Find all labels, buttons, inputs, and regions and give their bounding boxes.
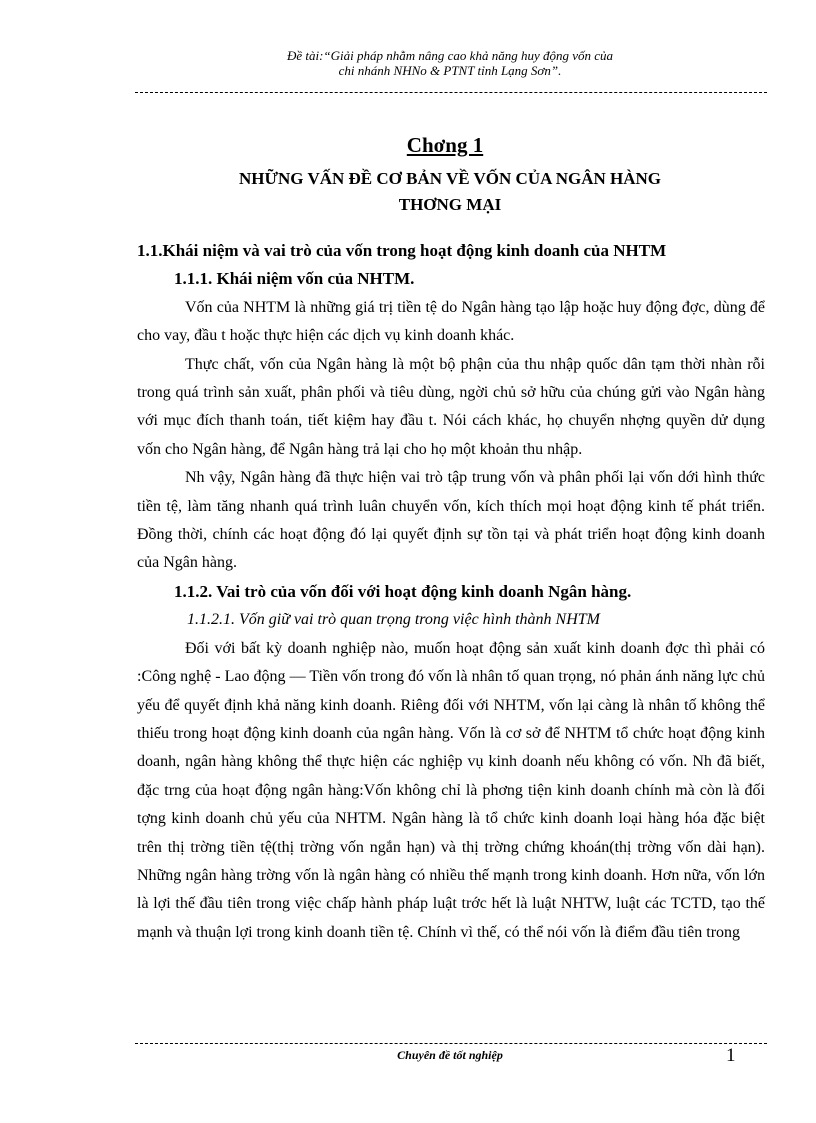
paragraph: Đối với bất kỳ doanh nghiệp nào, muốn hoạt động sản xuất kinh doanh đợc thì phải có :Công nghệ - Lao động — Tiền vốn trong đó vốn là nhân tố quan trọng, nó phản ánh năng lực chủ yếu để quyết định khả năng kinh doanh. Riêng đối với NHTM, vốn lại càng là nhân tố không thể thiếu trong hoạt động kinh doanh của ngân hàng. Vốn là cơ sở để NHTM tổ chức hoạt động kinh doanh, ngân hàng không thể thực hiện các nghiệp vụ kinh doanh nếu không có vốn. Nh đã biết, đặc trng của hoạt động ngân hàng:Vốn không chỉ là phơng tiện kinh doanh chính mà còn là đối tợng kinh doanh chủ yếu của NHTM. Ngân hàng là tổ chức kinh doanh loại hàng hóa đặc biệt trên thị trờng tiền tệ(thị trờng vốn ngắn hạn) và thị trờng chứng khoán(thị trờng vốn dài hạn). Những ngân hàng trờng vốn là ngân hàng có nhiều thế mạnh trong kinh doanh. Hơn nữa, vốn lớn là lợi thế đầu tiên trong việc chấp hành pháp luật trớc hết là luật NHTW, luật các TCTD, tạo thế mạnh và thuận lợi trong kinh doanh tiền tệ. Chính vì thế, có thể nói vốn là điểm đầu tiên trong	[137, 639, 765, 941]
chapter-title-line-1: NHỮNG VẤN ĐỀ CƠ BẢN VỀ VỐN CỦA NGÂN HÀNG	[238, 169, 662, 188]
section-heading-1-1-1: 1.1.1. Khái niệm vốn của NHTM.	[174, 269, 415, 289]
section-heading-1-1-2: 1.1.2. Vai trò của vốn đối với hoạt động kinh doanh Ngân hàng.	[174, 581, 632, 601]
chapter-heading: Chơng 1	[406, 133, 484, 157]
header-line-2: chi nhánh NHNo & PTNT tỉnh Lạng Sơn”.	[338, 63, 562, 78]
paragraph: Thực chất, vốn của Ngân hàng là một bộ phận của thu nhập quốc dân tạm thời nhàn rỗi trong quá trình sản xuất, phân phối và tiêu dùng, ngời chủ sở hữu của chúng gửi vào Ngân hàng với mục đích thanh toán, tiết kiệm hay đầu t. Nói cách khác, họ chuyển nhợng quyền dử dụng vốn cho Ngân hàng, để Ngân hàng trả lại cho họ một khoản thu nhập.	[137, 355, 765, 458]
chapter-title-line-2: THƠNG MẠI	[398, 195, 502, 214]
section-heading-1-1: 1.1.Khái niệm và vai trò của vốn trong hoạt động kinh doanh của NHTM	[137, 241, 667, 260]
chapter-title	[0, 166, 816, 218]
running-header	[130, 48, 770, 78]
header-line-1: Đề tài:“Giải pháp nhằm nâng cao khả năng huy động vốn của	[286, 48, 614, 63]
footer-title: Chuyên đề tốt nghiệp	[397, 1048, 503, 1062]
header-divider	[135, 92, 767, 93]
footer-divider	[135, 1043, 767, 1044]
paragraph: Nh vậy, Ngân hàng đã thực hiện vai trò tập trung vốn và phân phối lại vốn dới hình thức tiền tệ, làm tăng nhanh quá trình luân chuyển vốn, kích thích mọi hoạt động kinh tế phát triển. Đồng thời, chính các hoạt động đó lại quyết định sự tồn tại và phát triển hoạt động kinh doanh của Ngân hàng.	[137, 469, 765, 572]
page-number: 1	[726, 1045, 736, 1066]
body-content	[137, 237, 765, 947]
paragraph: Vốn của NHTM là những giá trị tiền tệ do Ngân hàng tạo lập hoặc huy động đợc, dùng để cho vay, đầu t hoặc thực hiện các dịch vụ kinh doanh khác.	[137, 298, 765, 345]
section-heading-1-1-2-1: 1.1.2.1. Vốn giữ vai trò quan trọng trong việc hình thành NHTM	[187, 611, 601, 629]
